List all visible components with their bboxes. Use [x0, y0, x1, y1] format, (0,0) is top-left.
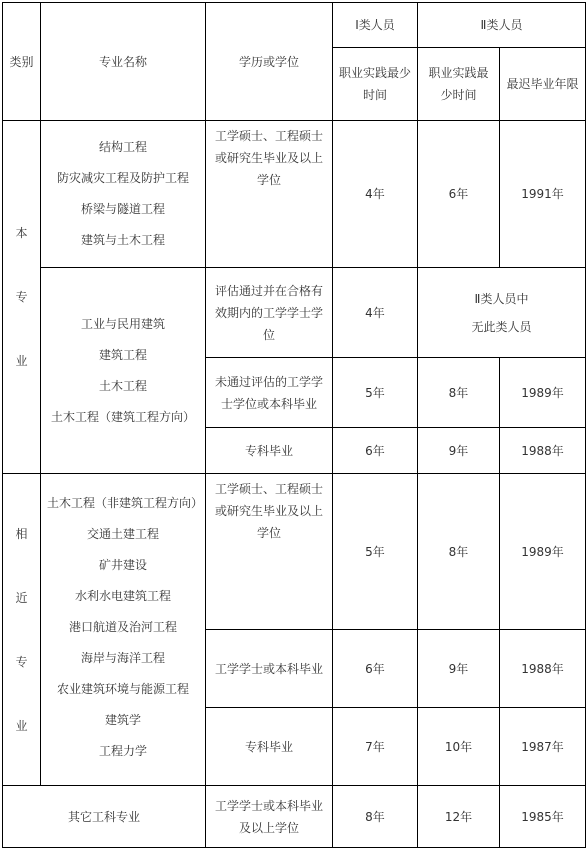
g2-time-cell: 8年 [418, 358, 500, 428]
major-list [41, 474, 206, 786]
header-g2-latest-year: 最迟毕业年限 [500, 48, 586, 121]
header-g1-min-time: 职业实践最少时间 [333, 48, 418, 121]
g2-year-cell: 1988年 [500, 630, 586, 708]
table-row [3, 786, 586, 848]
list-item: 海岸与海洋工程 [80, 651, 165, 665]
g1-time-cell: 5年 [333, 358, 418, 428]
g2-note-line: Ⅱ类人员中 [474, 291, 529, 306]
list-item: 建筑学 [104, 713, 141, 727]
education-cell: 工学学士或本科毕业及以上学位 [206, 786, 333, 848]
qualification-table [2, 2, 586, 848]
header-g2-min-time: 职业实践最少时间 [418, 48, 500, 121]
category-char: 相 [15, 526, 28, 541]
list-item: 防灾减灾工程及防护工程 [56, 171, 189, 185]
list-item: 农业建筑环境与能源工程 [56, 682, 189, 696]
education-cell: 工学硕士、工程硕士或研究生毕业及以上学位 [206, 121, 333, 268]
list-item: 结构工程 [98, 140, 147, 154]
category-char: 本 [15, 226, 28, 240]
education-cell: 评估通过并在合格有效期内的工学学士学位 [206, 268, 333, 358]
g2-time-cell: 8年 [418, 474, 500, 630]
category-main [3, 121, 41, 474]
list-item: 矿井建设 [98, 558, 147, 572]
list-item: 土木工程（非建筑工程方向） [47, 496, 204, 510]
table-row [3, 121, 586, 268]
category-char: 专 [15, 290, 28, 304]
category-related [3, 474, 41, 786]
g1-time-cell: 7年 [333, 708, 418, 786]
header-group2: Ⅱ类人员 [418, 3, 586, 48]
category-char: 专 [15, 654, 28, 669]
education-cell: 未通过评估的工学学士学位或本科毕业 [206, 358, 333, 428]
list-item: 建筑与土木工程 [80, 233, 165, 247]
g1-time-cell: 5年 [333, 474, 418, 630]
table-row [3, 474, 586, 630]
g2-time-cell: 6年 [418, 121, 500, 268]
list-item: 工程力学 [98, 744, 147, 758]
header-education: 学历或学位 [206, 3, 333, 121]
list-item: 土木工程（建筑工程方向） [50, 409, 195, 424]
g2-year-cell: 1985年 [500, 786, 586, 848]
g2-note-line: 无此类人员 [471, 319, 532, 334]
education-cell: 专科毕业 [206, 708, 333, 786]
category-char: 业 [15, 718, 28, 733]
g2-note-cell [418, 268, 586, 358]
g2-time-cell: 9年 [418, 630, 500, 708]
g2-time-cell: 9年 [418, 428, 500, 474]
list-item: 建筑工程 [98, 347, 147, 362]
list-item: 交通土建工程 [86, 527, 159, 541]
category-char: 业 [15, 354, 28, 368]
g1-time-cell: 4年 [333, 268, 418, 358]
major-list [41, 268, 206, 474]
education-cell: 工学硕士、工程硕士或研究生毕业及以上学位 [206, 474, 333, 630]
table-row [3, 268, 586, 358]
g2-time-cell: 12年 [418, 786, 500, 848]
g1-time-cell: 6年 [333, 428, 418, 474]
g2-year-cell: 1988年 [500, 428, 586, 474]
g2-year-cell: 1989年 [500, 358, 586, 428]
header-group1: Ⅰ类人员 [333, 3, 418, 48]
g2-year-cell: 1991年 [500, 121, 586, 268]
list-item: 工业与民用建筑 [80, 316, 165, 331]
list-item: 港口航道及治河工程 [68, 620, 177, 634]
education-cell: 工学学士或本科毕业 [206, 630, 333, 708]
g2-time-cell: 10年 [418, 708, 500, 786]
g2-year-cell: 1989年 [500, 474, 586, 630]
category-other: 其它工科专业 [3, 786, 206, 848]
major-list [41, 121, 206, 268]
education-cell: 专科毕业 [206, 428, 333, 474]
g2-year-cell: 1987年 [500, 708, 586, 786]
category-char: 近 [15, 590, 28, 605]
list-item: 土木工程 [98, 378, 147, 393]
g1-time-cell: 4年 [333, 121, 418, 268]
list-item: 水利水电建筑工程 [74, 589, 171, 603]
header-row-1 [3, 3, 586, 48]
g1-time-cell: 6年 [333, 630, 418, 708]
list-item: 桥梁与隧道工程 [80, 202, 165, 216]
header-major-name: 专业名称 [41, 3, 206, 121]
header-category: 类别 [3, 3, 41, 121]
g1-time-cell: 8年 [333, 786, 418, 848]
